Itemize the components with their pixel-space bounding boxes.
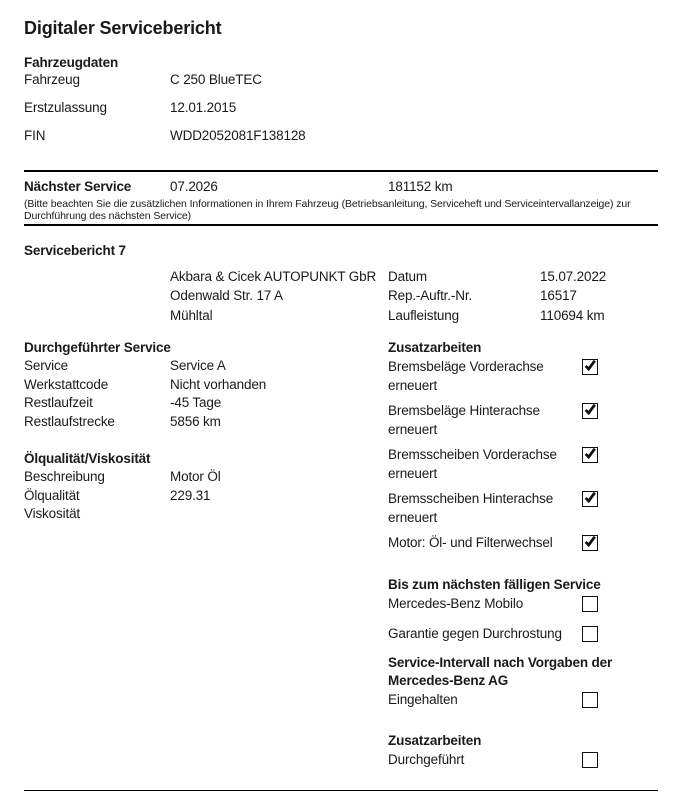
section-servicebericht — [24, 242, 658, 326]
datum-label: Datum — [388, 268, 428, 284]
checkbox-label: Bremsscheiben Vorderachse erneuert — [388, 447, 557, 482]
oelqualitaet-label: Ölqualität — [24, 487, 80, 503]
row-erstzulassung — [24, 100, 658, 128]
checkbox-label: Motor: Öl- und Filterwechsel — [388, 535, 553, 551]
restlaufstrecke-label: Restlaufstrecke — [24, 413, 115, 429]
row-auftragsnummer — [388, 286, 658, 306]
checkbox-item-mobilo — [388, 594, 658, 613]
checkbox-durchgefuehrt[interactable] — [582, 752, 598, 768]
service-label: Service — [24, 358, 68, 374]
row-fahrzeug — [24, 72, 658, 100]
fahrzeug-label: Fahrzeug — [24, 71, 80, 87]
row-laufleistung — [388, 306, 658, 326]
naechster-service-label: Nächster Service — [24, 178, 132, 194]
fin-value: WDD2052081F138128 — [170, 127, 306, 143]
row-oelqualitaet — [24, 487, 388, 506]
werkstattcode-value: Nicht vorhanden — [170, 376, 267, 392]
service-intervall-heading: Service-Intervall nach Vorgaben der Mercedes-Benz AG — [388, 655, 613, 689]
checkbox-item-motor-oelwechsel — [388, 533, 658, 552]
checkbox-label: Mercedes-Benz Mobilo — [388, 596, 524, 612]
laufleistung-label: Laufleistung — [388, 307, 460, 323]
checkbox-bremsscheiben-vorderachse[interactable] — [582, 447, 598, 463]
viskositaet-label: Viskosität — [24, 506, 81, 522]
section-oelqualitaet — [24, 450, 388, 524]
row-viskositaet — [24, 505, 388, 524]
row-datum — [388, 267, 658, 287]
servicebericht-details — [388, 267, 658, 326]
checkmark-icon — [583, 446, 597, 461]
checkbox-item-bremsbelaege-hinterachse — [388, 401, 658, 439]
checkbox-item-bremsscheiben-vorderachse — [388, 445, 658, 483]
naechster-service-row — [24, 178, 658, 196]
checkbox-label: Bremsbeläge Vorderachse erneuert — [388, 359, 544, 394]
checkbox-item-bremsscheiben-hinterachse — [388, 489, 658, 527]
section-fahrzeugdaten — [24, 54, 658, 156]
divider-top — [24, 170, 658, 172]
werkstattcode-label: Werkstattcode — [24, 376, 109, 392]
auftragsnummer-value: 16517 — [540, 288, 577, 304]
naechster-service-note: (Bitte beachten Sie die zusätzlichen Informationen in Ihrem Fahrzeug (Betriebsanleitung, Serviceheft und Serviceintervallanzeige) zur Durchführung des nächsten Service) — [24, 197, 631, 223]
divider-middle — [24, 224, 658, 226]
workshop-street: Odenwald Str. 17 A — [170, 288, 283, 304]
checkbox-label: Bremsbeläge Hinterachse erneuert — [388, 403, 540, 438]
restlaufzeit-value: -45 Tage — [170, 395, 222, 411]
restlaufstrecke-value: 5856 km — [170, 413, 221, 429]
checkbox-item-bremsbelaege-vorderachse — [388, 357, 658, 395]
naechster-service-km: 181152 km — [388, 178, 453, 194]
row-beschreibung — [24, 468, 388, 487]
checkbox-label: Eingehalten — [388, 692, 458, 708]
checkbox-eingehalten[interactable] — [582, 692, 598, 708]
checkbox-label: Garantie gegen Durchrostung — [388, 626, 562, 642]
checkbox-durchrostung[interactable] — [582, 626, 598, 642]
oelqualitaet-heading: Ölqualität/Viskosität — [24, 451, 151, 467]
checkbox-mobilo[interactable] — [582, 596, 598, 612]
fin-label: FIN — [24, 127, 46, 143]
checkbox-item-eingehalten — [388, 690, 658, 709]
checkbox-label: Bremsscheiben Hinterachse erneuert — [388, 491, 554, 526]
row-werkstattcode — [24, 376, 388, 395]
section-durchgefuehrter-service — [24, 339, 388, 431]
erstzulassung-value: 12.01.2015 — [170, 99, 237, 115]
divider-bottom — [24, 790, 658, 791]
auftragsnummer-label: Rep.-Auftr.-Nr. — [388, 288, 473, 304]
erstzulassung-label: Erstzulassung — [24, 99, 107, 115]
workshop-address — [170, 267, 388, 326]
durchgefuehrter-service-heading: Durchgeführter Service — [24, 340, 171, 356]
checkbox-bremsscheiben-hinterachse[interactable] — [582, 491, 598, 507]
servicebericht-heading: Servicebericht 7 — [24, 242, 126, 258]
checkbox-item-durchgefuehrt — [388, 750, 658, 769]
workshop-city: Mühltal — [170, 307, 213, 323]
datum-value: 15.07.2022 — [540, 268, 607, 284]
laufleistung-value: 110694 km — [540, 307, 605, 323]
fahrzeugdaten-heading: Fahrzeugdaten — [24, 54, 119, 70]
row-fin — [24, 128, 658, 156]
oelqualitaet-value: 229.31 — [170, 487, 211, 503]
fahrzeug-value: C 250 BlueTEC — [170, 71, 262, 87]
checkbox-label: Durchgeführt — [388, 752, 465, 768]
naechster-service-date: 07.2026 — [170, 178, 218, 194]
checkmark-icon — [583, 402, 597, 417]
bis-zum-service-heading: Bis zum nächsten fälligen Service — [388, 577, 601, 593]
checkmark-icon — [583, 358, 597, 373]
restlaufzeit-label: Restlaufzeit — [24, 395, 93, 411]
checkbox-bremsbelaege-vorderachse[interactable] — [582, 359, 598, 375]
workshop-name: Akbara & Cicek AUTOPUNKT GbR — [170, 268, 377, 284]
row-restlaufstrecke — [24, 413, 388, 432]
checkmark-icon — [583, 534, 597, 549]
checkbox-item-durchrostung — [388, 624, 658, 643]
page-title: Digitaler Servicebericht — [24, 18, 222, 38]
service-value: Service A — [170, 358, 226, 374]
row-service — [24, 357, 388, 376]
zusatzarbeiten-2-heading: Zusatzarbeiten — [388, 733, 482, 749]
section-naechster-service — [24, 178, 658, 223]
beschreibung-value: Motor Öl — [170, 469, 221, 485]
beschreibung-label: Beschreibung — [24, 469, 105, 485]
checkmark-icon — [583, 490, 597, 505]
checkbox-bremsbelaege-hinterachse[interactable] — [582, 403, 598, 419]
zusatzarbeiten-heading: Zusatzarbeiten — [388, 340, 482, 356]
row-restlaufzeit — [24, 394, 388, 413]
checkbox-motor-oelwechsel[interactable] — [582, 535, 598, 551]
